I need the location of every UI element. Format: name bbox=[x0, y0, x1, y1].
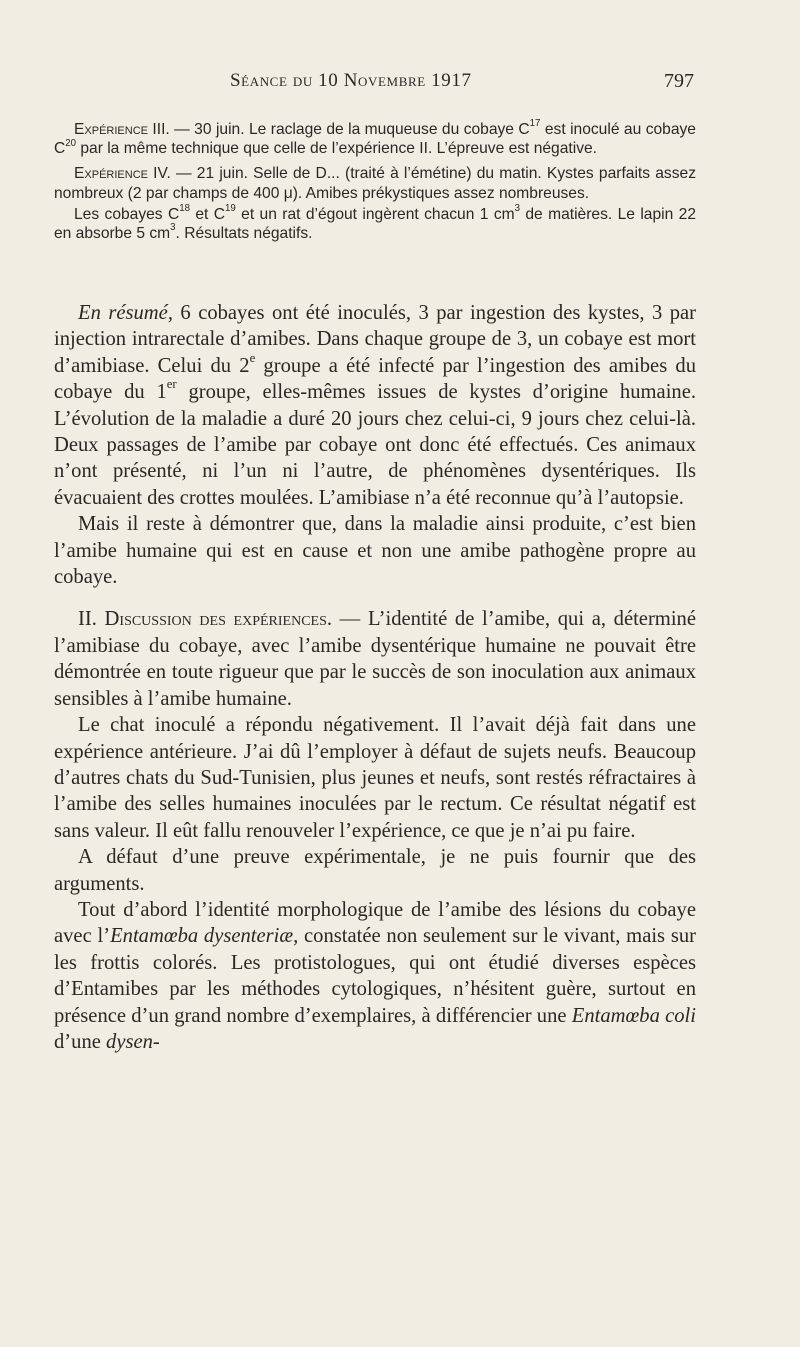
summary-lead: En résumé, bbox=[78, 302, 173, 324]
discussion-paragraph: II. Discussion des expériences. — L’identité de l’amibe, qui a, déterminé l’amibiase du cobaye, avec l’amibe dysentérique humaine ne pouvait être démontrée en toute rigueur que par le succès de son inoculation aux animaux sensibles à l’amibe humaine. bbox=[54, 608, 696, 710]
experiment-iii-label: Expérience III. bbox=[74, 121, 170, 138]
experiment-iv: Expérience IV. — 21 juin. Selle de D... (traité à l’émétine) du matin. Kystes parfaits assez nombreux (2 par champs de 400 μ). Amibes prékystiques assez nombreuses. bbox=[54, 165, 696, 202]
identity-paragraph: Tout d’abord l’identité morphologique de l’amibe des lésions du cobaye avec l’Entamœba dysenteriæ, constatée non seulement sur le vivant, mais sur les frottis colorés. Les protistologues, qui ont étudié diverses espèces d’Entamibes par les méthodes cytologiques, n’hésitent guère, surtout en présence d’un grand nombre d’exemplaires, à différencier une Entamœba coli d’une dysen- bbox=[54, 898, 696, 1053]
summary-paragraph: En résumé, 6 cobayes ont été inoculés, 3 par ingestion des kystes, 3 par injection intrarectale d’amibes. Dans chaque groupe de 3, un cobaye est mort d’amibiase. Celui du 2e groupe a été infecté par l’ingestion des amibes du cobaye du 1er groupe, elles-mêmes issues de kystes d’origine humaine. L’évolution de la maladie a duré 20 jours chez celui-ci, 9 jours chez celui-là. Deux passages de l’amibe par cobaye ont donc été effectués. Ces animaux n’ont présenté, ni l’un ni l’autre, de phénomènes dysentériques. Ils évacuaient des crottes moulées. L’amibiase n’a été reconnue qu’à l’autopsie. bbox=[54, 302, 696, 509]
guinea-pigs-note: Les cobayes $C^{18}$ et $C^{19}$ et un rat d’égout ingèrent chacun 1 $cm^3$ de matières. Le lapin 22 en absorbe 5 $cm^3$. Résultats négatifs. bbox=[54, 203, 696, 243]
cat-paragraph: Le chat inoculé a répondu négativement. Il l’avait déjà fait dans une expérience antérieure. J’ai dû l’employer à défaut de sujets neufs. Beaucoup d’autres chats du Sud-Tunisien, plus jeunes et neufs, sont restés réfractaires à l’amibe des selles humaines inoculées par le rectum. Ce résultat négatif est sans valeur. Il eût fallu renouveler l’expérience, ce que je n’ai pu faire. bbox=[54, 714, 696, 842]
experiment-iv-label: Expérience IV. bbox=[74, 165, 171, 183]
page-number: 797 bbox=[664, 70, 694, 92]
remains-paragraph: Mais il reste à démontrer que, dans la maladie ainsi produite, c’est bien l’amibe humaine qui est en cause et non une amibe pathogène propre au cobaye. bbox=[54, 513, 696, 589]
arguments-paragraph: A défaut d’une preuve expérimentale, je ne puis fournir que des arguments. bbox=[54, 846, 696, 895]
page-header bbox=[0, 70, 800, 100]
experiment-notes bbox=[54, 120, 696, 243]
discussion-heading: II. Discussion des expériences. bbox=[78, 608, 333, 631]
experiment-iii: Expérience III. — 30 juin. Le raclage de la muqueuse du cobaye $C^{17}$ est inoculé au cobaye $C^{20}$ par la même technique que celle de l’expérience II. L’épreuve est négative. bbox=[54, 118, 696, 158]
main-text bbox=[54, 300, 696, 1055]
running-head: Séance du 10 Novembre 1917 bbox=[230, 70, 472, 91]
